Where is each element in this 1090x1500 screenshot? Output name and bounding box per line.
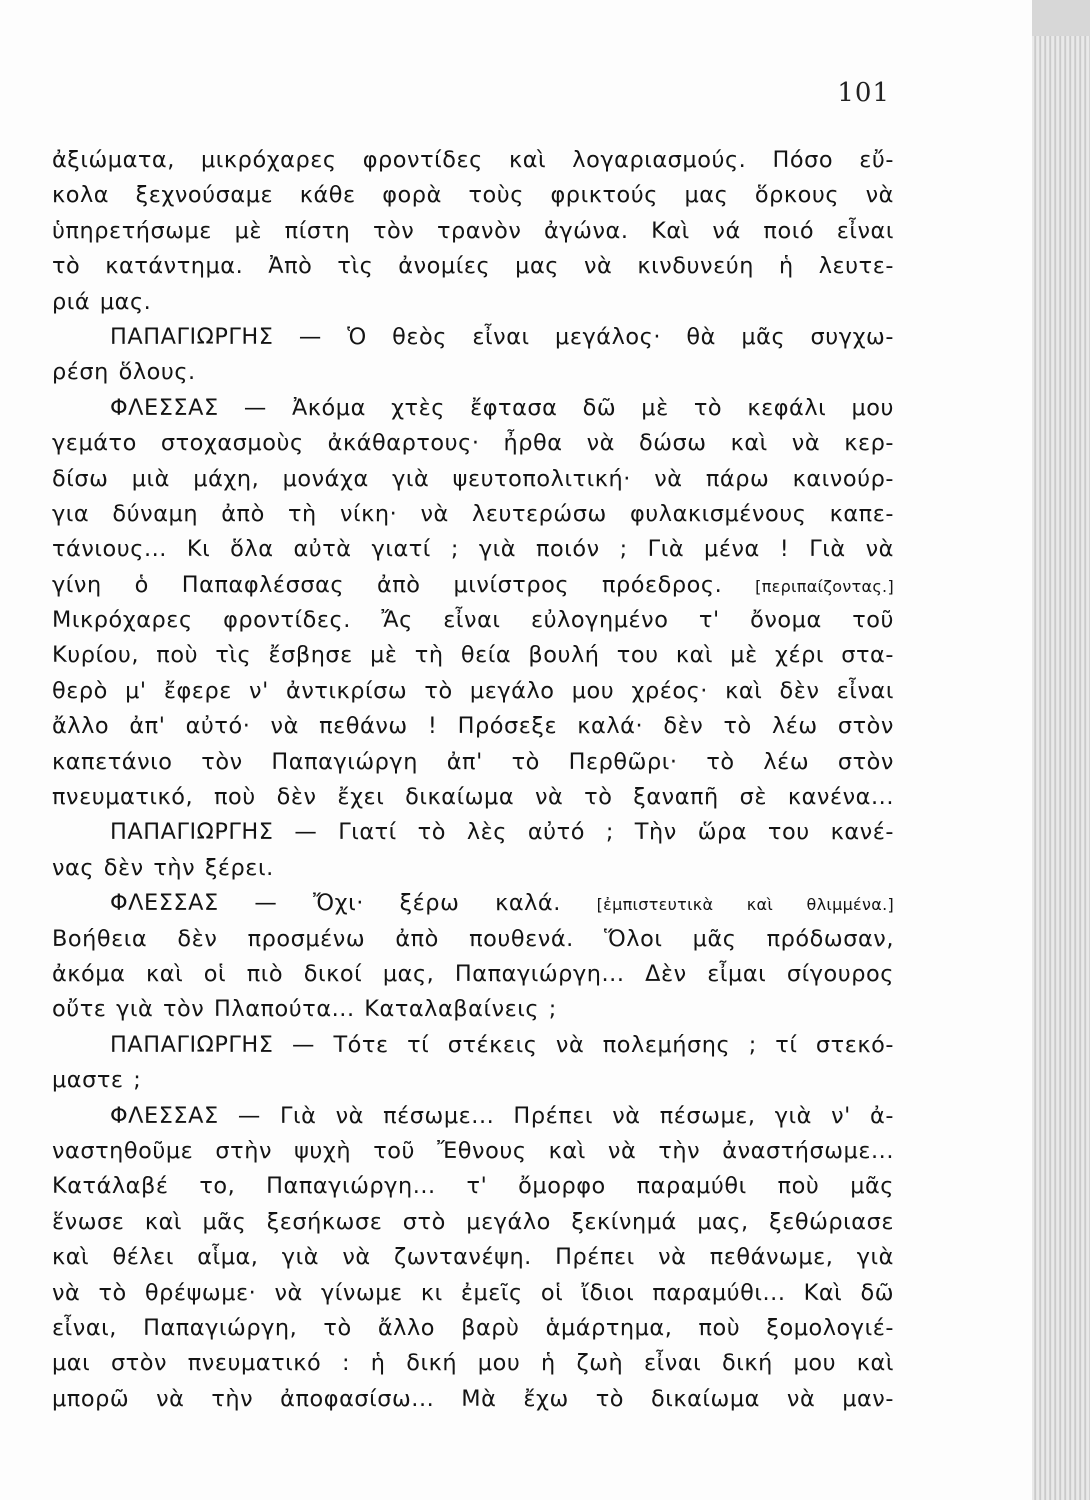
line-text: θερὸ μ' ἔφερε ν' ἀντικρίσω τὸ μεγάλο μου χρέος· καὶ δὲν εἶναι	[52, 677, 894, 704]
line-text: εἶναι, Παπαγιώργη, τὸ ἄλλο βαρὺ ἁμάρτημα, ποὺ ξομολογιέ-	[52, 1314, 894, 1341]
line-text: τὸ κατάντημα. Ἀπὸ τὶς ἀνομίες μας νὰ κινδυνεύη ἡ λευτε-	[52, 253, 894, 280]
page-edges	[1032, 0, 1090, 1500]
text-line	[52, 603, 894, 638]
text-line	[52, 143, 894, 178]
text-line	[52, 285, 894, 320]
line-text: μαστε ;	[52, 1067, 142, 1094]
text-line	[52, 886, 894, 921]
text-line	[52, 1382, 894, 1417]
line-text: ΦΛΕΣΣΑΣ — Ἀκόμα χτὲς ἔφτασα δῶ μὲ τὸ κεφάλι μου	[110, 394, 894, 421]
line-text: κολα ξεχνούσαμε κάθε φορὰ τοὺς φρικτούς μας ὅρκους νὰ	[52, 182, 894, 209]
line-text: καπετάνιο τὸν Παπαγιώργη ἀπ' τὸ Περθῶρι· τὸ λέω στὸν	[52, 748, 894, 775]
line-text: γίνη ὁ Παπαφλέσσας ἀπὸ μινίστρος πρόεδρος.	[52, 571, 723, 598]
text-line	[52, 426, 894, 461]
page-edges-top	[1032, 0, 1090, 36]
line-text: μπορῶ νὰ τὴν ἀποφασίσω... Μὰ ἔχω τὸ δικαίωμα νὰ μαν-	[52, 1385, 894, 1412]
text-line	[52, 780, 894, 815]
stage-direction: [περιπαίζοντας.]	[755, 576, 894, 596]
line-text: ρέση ὅλους.	[52, 359, 196, 386]
line-text: για δύναμη ἀπὸ τὴ νίκη· νὰ λευτερώσω φυλακισμένους καπε-	[52, 500, 894, 527]
text-line	[52, 532, 894, 567]
line-text: ριά μας.	[52, 288, 152, 315]
text-line	[52, 178, 894, 213]
text-line	[52, 1311, 894, 1346]
text-line	[52, 1240, 894, 1275]
line-text: οὔτε γιὰ τὸν Πλαπούτα... Καταλαβαίνεις ;	[52, 996, 557, 1023]
line-text: δίσω μιὰ μάχη, μονάχα γιὰ ψευτοπολιτική· νὰ πάρω καινούρ-	[52, 465, 894, 492]
text-line	[52, 957, 894, 992]
text-line	[52, 709, 894, 744]
line-text: ΠΑΠΑΓΙΩΡΓΗΣ — Γιατί τὸ λὲς αὐτό ; Τὴν ὥρα του κανέ-	[110, 819, 894, 846]
line-text: ΠΑΠΑΓΙΩΡΓΗΣ — Ὁ θεὸς εἶναι μεγάλος· θὰ μᾶς συγχω-	[110, 323, 894, 350]
line-text: καὶ θέλει αἷμα, γιὰ νὰ ζωντανέψη. Πρέπει νὰ πεθάνωμε, γιὰ	[52, 1244, 894, 1271]
line-text: Μικρόχαρες φροντίδες. Ἄς εἶναι εὐλογημένο τ' ὄνομα τοῦ	[52, 607, 894, 634]
line-text: Βοήθεια δὲν προσμένω ἀπὸ πουθενά. Ὅλοι μᾶς πρόδωσαν,	[52, 925, 894, 952]
text-line	[52, 815, 894, 850]
line-text: γεμάτο στοχασμοὺς ἀκάθαρτους· ἦρθα νὰ δώσω καὶ νὰ κερ-	[52, 430, 894, 457]
text-line	[52, 1099, 894, 1134]
text-line	[52, 674, 894, 709]
line-text: μαι στὸν πνευματικό : ἡ δική μου ἡ ζωὴ εἶναι δική μου καὶ	[52, 1350, 894, 1377]
text-line	[52, 745, 894, 780]
line-text: ΦΛΕΣΣΑΣ — Γιὰ νὰ πέσωμε... Πρέπει νὰ πέσωμε, γιὰ ν' ἀ-	[110, 1102, 894, 1129]
text-line	[52, 462, 894, 497]
text-line	[52, 922, 894, 957]
text-line	[52, 1169, 894, 1204]
line-text: ἄλλο ἀπ' αὐτό· νὰ πεθάνω ! Πρόσεξε καλά· δὲν τὸ λέω στὸν	[52, 713, 894, 740]
text-line	[52, 992, 894, 1027]
text-line	[52, 851, 894, 886]
text-line	[52, 1063, 894, 1098]
text-line	[52, 638, 894, 673]
text-line	[52, 1205, 894, 1240]
line-text: ΠΑΠΑΓΙΩΡΓΗΣ — Τότε τί στέκεις νὰ πολεμήσης ; τί στεκό-	[110, 1031, 894, 1058]
text-line	[52, 1134, 894, 1169]
line-text: Κυρίου, ποὺ τὶς ἔσβησε μὲ τὴ θεία βουλή του καὶ μὲ χέρι στα-	[52, 642, 894, 669]
text-line	[52, 391, 894, 426]
stage-direction: [ἐμπιστευτικὰ καὶ θλιμμένα.]	[596, 895, 894, 915]
text-line	[52, 1276, 894, 1311]
line-text: Κατάλαβέ το, Παπαγιώργη... τ' ὄμορφο παραμύθι ποὺ μᾶς	[52, 1173, 894, 1200]
line-text: ὑπηρετήσωμε μὲ πίστη τὸν τρανὸν ἀγώνα. Καὶ νά ποιό εἶναι	[52, 217, 894, 244]
text-line	[52, 497, 894, 532]
text-line	[52, 214, 894, 249]
body-text	[52, 143, 894, 1417]
line-text: νὰ τὸ θρέψωμε· νὰ γίνωμε κι ἐμεῖς οἱ ἴδιοι παραμύθι... Καὶ δῶ	[52, 1279, 894, 1306]
line-text: ναστηθοῦμε στὴν ψυχὴ τοῦ Ἔθνους καὶ νὰ τὴν ἀναστήσωμε...	[52, 1137, 894, 1164]
line-text: ΦΛΕΣΣΑΣ — Ὄχι· ξέρω καλά.	[110, 890, 561, 917]
line-text: ἕνωσε καὶ μᾶς ξεσήκωσε στὸ μεγάλο ξεκίνημά μας, ξεθώριασε	[52, 1208, 894, 1235]
line-text: τάνιους... Κι ὅλα αὐτὰ γιατί ; γιὰ ποιόν ; Γιὰ μένα ! Γιὰ νὰ	[52, 536, 894, 563]
text-line	[52, 568, 894, 603]
text-line	[52, 249, 894, 284]
text-line	[52, 1028, 894, 1063]
line-text: ἀκόμα καὶ οἱ πιὸ δικοί μας, Παπαγιώργη... Δὲν εἶμαι σίγουρος	[52, 960, 894, 987]
line-text: ἀξιώματα, μικρόχαρες φροντίδες καὶ λογαριασμούς. Πόσο εὔ-	[52, 147, 894, 173]
line-text: πνευματικό, ποὺ δὲν ἔχει δικαίωμα νὰ τὸ ξαναπῆ σὲ κανένα...	[52, 784, 894, 811]
text-line	[52, 320, 894, 355]
line-text: νας δὲν τὴν ξέρει.	[52, 854, 274, 881]
text-line	[52, 1346, 894, 1381]
page-number: 101	[837, 78, 890, 108]
text-line	[52, 355, 894, 390]
